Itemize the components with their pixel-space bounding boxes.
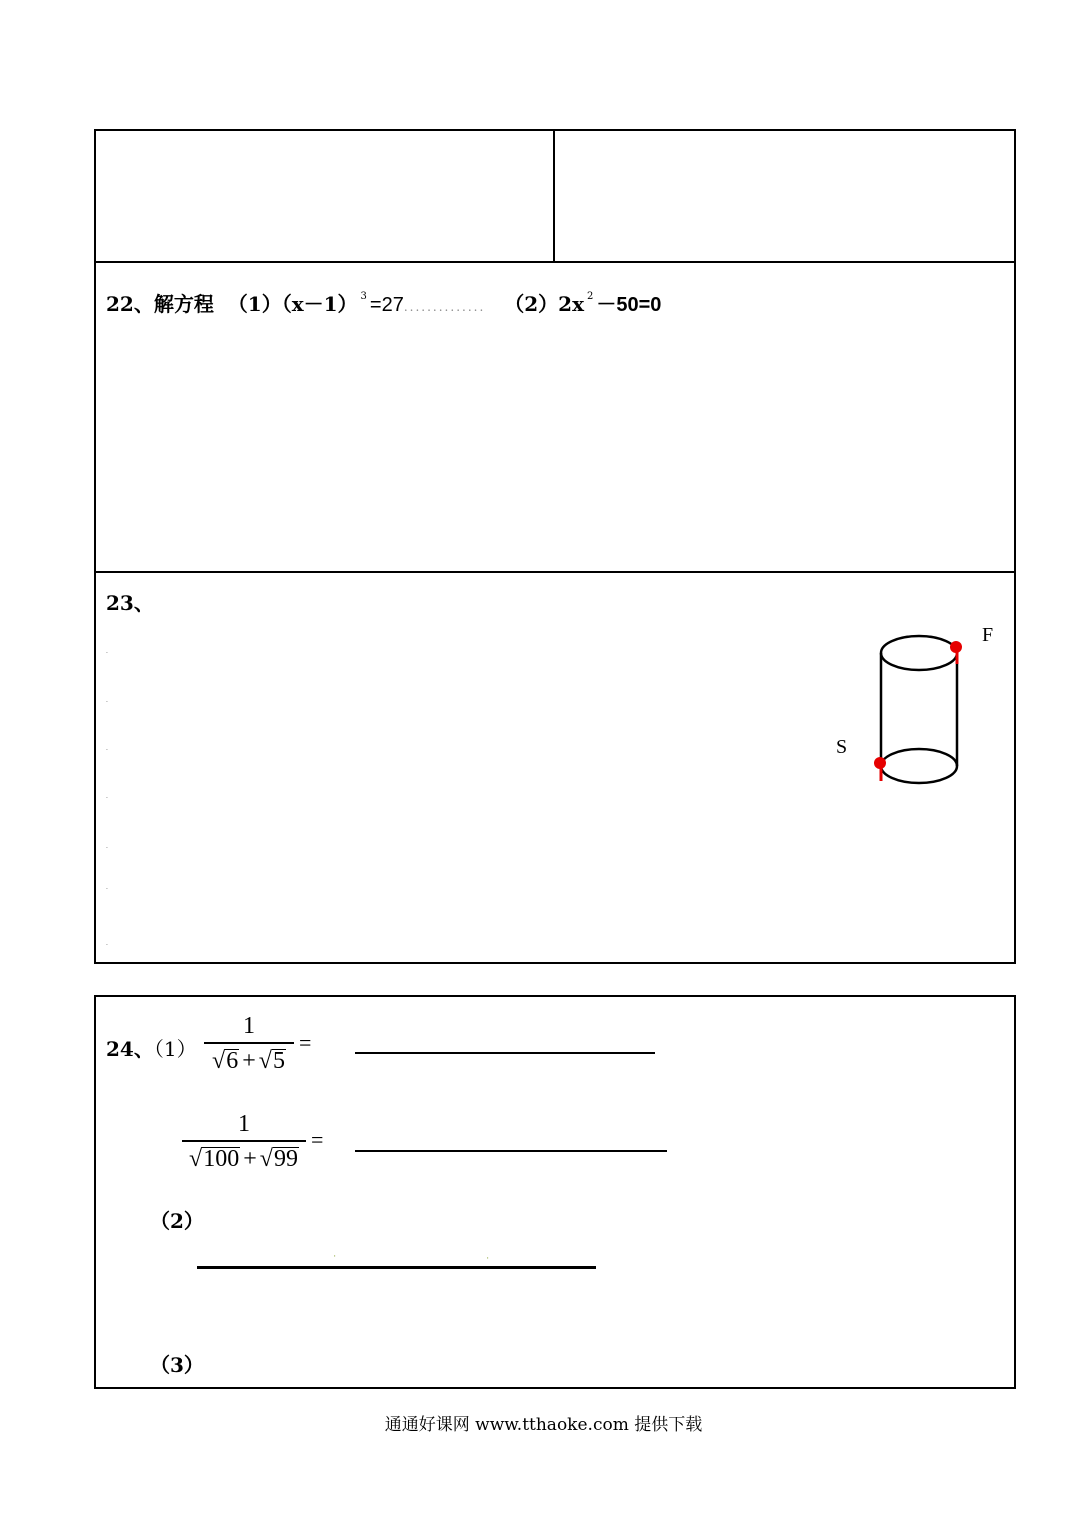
cylinder-top-ellipse — [881, 636, 957, 670]
label-f: F — [982, 624, 994, 646]
point-s-marker — [874, 757, 886, 769]
q24-part2-label: （2） — [150, 1209, 204, 1233]
question-24-number — [106, 1033, 197, 1062]
q24-number: 24、 — [106, 1037, 154, 1061]
fraction-1-plus: + — [242, 1048, 256, 1074]
q22-part1-rhs: =27 — [369, 294, 404, 316]
row-divider-1 — [95, 261, 1015, 263]
fraction-2-bar — [182, 1140, 306, 1142]
question-23-number: 23、 — [106, 591, 154, 615]
fraction-1-radicand-a: 6 — [226, 1048, 239, 1074]
fraction-2-radicand-a: 100 — [203, 1146, 240, 1172]
row-divider-2 — [95, 571, 1015, 573]
cylinder-diagram — [860, 620, 980, 795]
q22-part1: （1）（x－1） — [227, 292, 358, 316]
margin-dot: . — [106, 648, 108, 655]
fraction-2-plus: + — [243, 1146, 257, 1172]
fraction-1 — [204, 1012, 294, 1076]
fraction-1-numerator: 1 — [243, 1013, 255, 1039]
fraction-1-denominator: √6 + √5 — [212, 1048, 285, 1074]
point-f-marker — [950, 641, 962, 653]
fraction-2-numerator: 1 — [238, 1111, 250, 1137]
margin-dot: . — [106, 697, 108, 704]
upper-table — [94, 129, 1016, 964]
margin-dot: . — [106, 745, 108, 752]
fraction-1-radicand-b: 5 — [272, 1048, 285, 1074]
fraction-1-bar — [204, 1042, 294, 1044]
equals-1: = — [299, 1030, 312, 1055]
margin-dot: . — [106, 793, 108, 800]
cylinder-bottom-ellipse — [881, 749, 957, 783]
fraction-2-denominator: √100 + √99 — [189, 1146, 298, 1172]
q22-title: 解方程 — [153, 292, 214, 316]
stray-mark: ' — [487, 1257, 489, 1264]
q22-dots: .............. — [403, 300, 486, 314]
fraction-2 — [182, 1110, 306, 1174]
q22-part1-exponent: 3 — [360, 291, 367, 302]
answer-line-2 — [355, 1150, 667, 1152]
q22-part2-rhs: －50=0 — [596, 294, 662, 316]
margin-dot: . — [106, 940, 108, 947]
fraction-2-radicand-b: 99 — [273, 1146, 298, 1172]
margin-dot: . — [106, 884, 108, 891]
q22-part2-exponent: 2 — [587, 291, 594, 302]
answer-line-1 — [355, 1052, 655, 1054]
q24-part3-label: （3） — [150, 1353, 204, 1377]
footer-credit: 通通好课网 www.tthaoke.com 提供下载 — [384, 1415, 703, 1435]
label-s: S — [836, 736, 848, 758]
q24-part1-label: （1） — [153, 1037, 197, 1061]
answer-line-3 — [197, 1266, 596, 1269]
q22-number: 22、 — [106, 292, 154, 316]
equals-2: = — [311, 1127, 324, 1152]
q22-part2: （2）2x — [504, 292, 584, 316]
margin-dot: . — [106, 843, 108, 850]
question-22 — [106, 288, 661, 317]
top-cell-divider — [553, 130, 555, 262]
stray-mark: ' — [334, 1255, 336, 1262]
